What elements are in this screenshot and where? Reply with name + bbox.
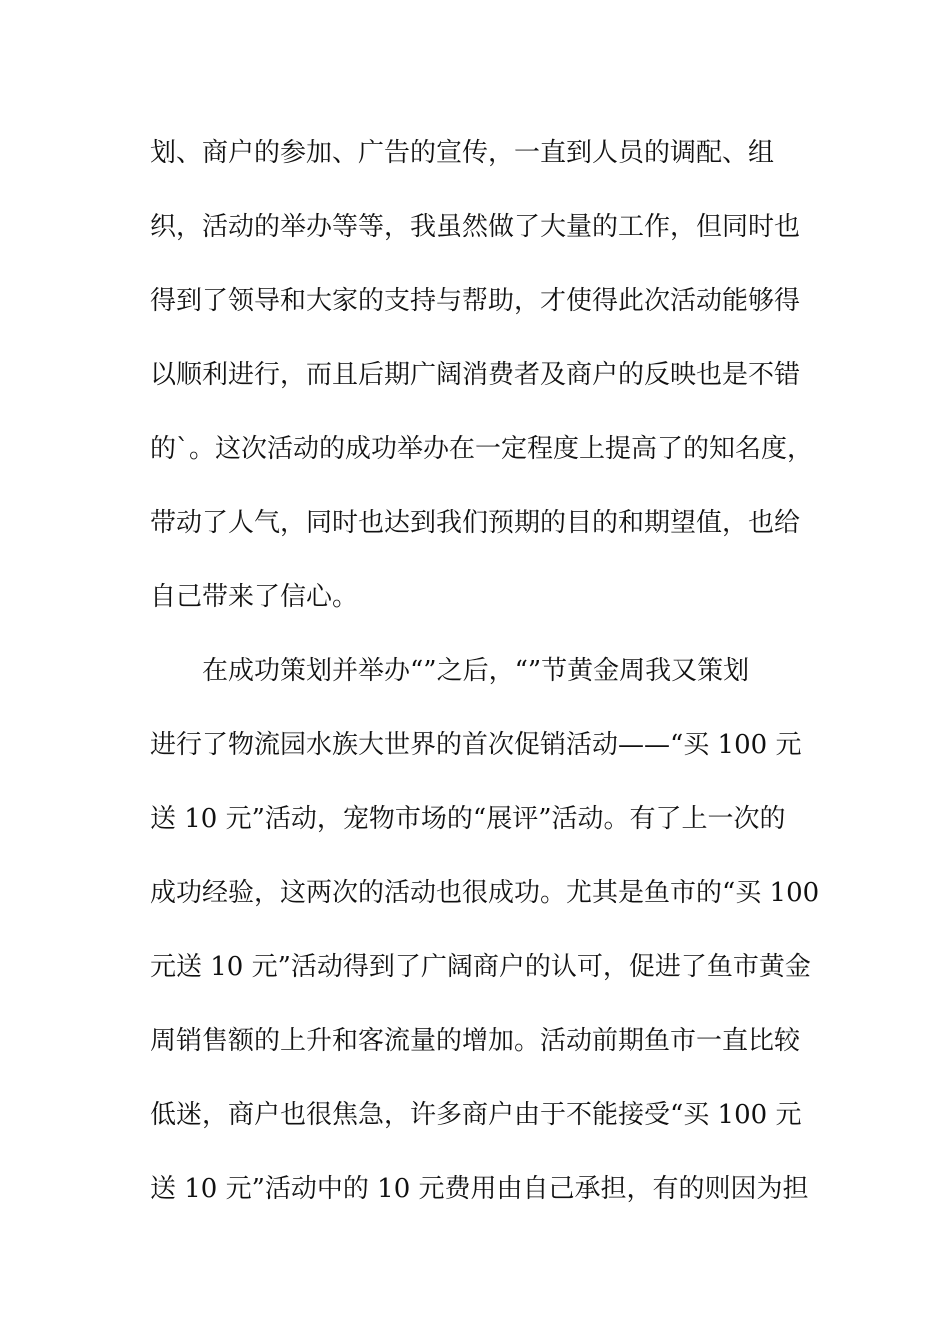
- text-line: 得到了领导和大家的支持与帮助，才使得此次活动能够得: [150, 286, 801, 316]
- text-line: 送 10 元”活动，宠物市场的“展评”活动。有了上一次的: [150, 804, 786, 834]
- text-line: 以顺利进行，而且后期广阔消费者及商户的反映也是不错: [150, 360, 801, 390]
- paragraph-first-line: 在成功策划并举办“”之后，“”节黄金周我又策划: [202, 656, 750, 686]
- text-line: 划、商户的参加、广告的宣传，一直到人员的调配、组: [150, 138, 775, 168]
- text-line: 送 10 元”活动中的 10 元费用由自己承担，有的则因为担: [150, 1174, 809, 1204]
- text-line: 自己带来了信心。: [150, 582, 359, 612]
- text-line: 周销售额的上升和客流量的增加。活动前期鱼市一直比较: [150, 1026, 801, 1056]
- text-line: 成功经验，这两次的活动也很成功。尤其是鱼市的“买 100: [150, 878, 820, 908]
- body-text: [150, 131, 820, 1241]
- text-line: 低迷，商户也很焦急，许多商户由于不能接受“买 100 元: [150, 1100, 802, 1130]
- text-line: 织，活动的举办等等，我虽然做了大量的工作，但同时也: [150, 212, 801, 242]
- text-line: 带动了人气，同时也达到我们预期的目的和期望值，也给: [150, 508, 801, 538]
- text-line: 的`。这次活动的成功举办在一定程度上提高了的知名度，: [150, 434, 814, 464]
- text-line: 元送 10 元”活动得到了广阔商户的认可，促进了鱼市黄金: [150, 952, 811, 982]
- text-line: 进行了物流园水族大世界的首次促销活动——“买 100 元: [150, 730, 802, 760]
